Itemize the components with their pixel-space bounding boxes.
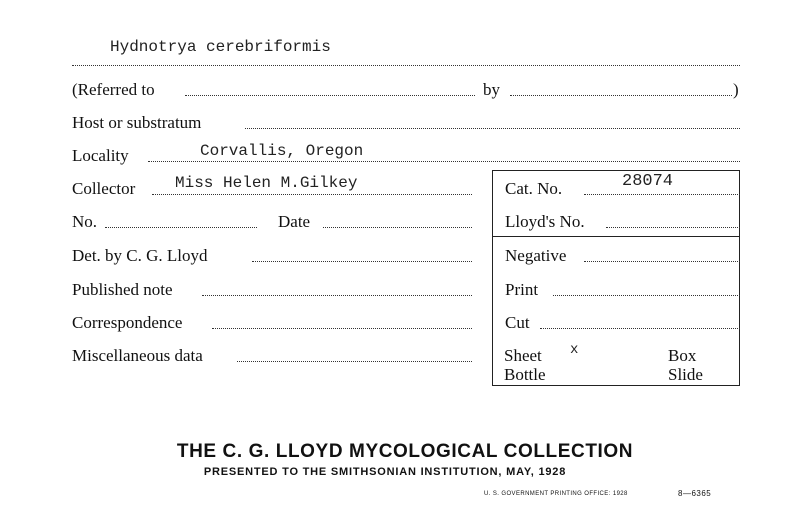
locality-value: Corvallis, Oregon bbox=[200, 142, 364, 160]
sheet-mark: x bbox=[570, 342, 579, 358]
box-right-edge bbox=[739, 170, 740, 385]
lloyds-no-label: Lloyd's No. bbox=[505, 212, 585, 231]
referred-to-label: (Referred to bbox=[72, 80, 155, 99]
locality-line bbox=[148, 161, 740, 162]
published-note-line bbox=[202, 295, 472, 296]
cut-line bbox=[540, 328, 740, 329]
box-divider bbox=[492, 236, 740, 237]
collector-line bbox=[152, 194, 472, 195]
collection-title: THE C. G. LLOYD MYCOLOGICAL COLLECTION bbox=[176, 441, 634, 462]
locality-label: Locality bbox=[72, 146, 129, 165]
print-label: Print bbox=[505, 280, 539, 299]
printing-office-note: U. S. GOVERNMENT PRINTING OFFICE: 1928 bbox=[484, 491, 628, 497]
misc-label: Miscellaneous data bbox=[72, 346, 203, 365]
box-top-edge bbox=[492, 170, 740, 171]
collector-value: Miss Helen M.Gilkey bbox=[175, 174, 358, 192]
host-line bbox=[245, 128, 740, 129]
species-name: Hydnotrya cerebriformis bbox=[110, 38, 331, 56]
bottle-label: Bottle bbox=[504, 365, 546, 384]
cat-no-value: 28074 bbox=[622, 172, 674, 191]
negative-label: Negative bbox=[505, 246, 567, 265]
referred-to-line bbox=[185, 95, 475, 96]
lloyds-no-line bbox=[606, 227, 740, 228]
close-paren: ) bbox=[733, 80, 739, 99]
negative-line bbox=[584, 261, 740, 262]
slide-label: Slide bbox=[668, 365, 703, 384]
cut-label: Cut bbox=[505, 313, 530, 332]
correspondence-line bbox=[212, 328, 472, 329]
cat-no-label: Cat. No. bbox=[505, 179, 563, 198]
sheet-label: Sheet bbox=[504, 346, 542, 365]
collector-label: Collector bbox=[72, 179, 136, 198]
box-left-edge bbox=[492, 170, 493, 385]
cat-no-line bbox=[584, 194, 740, 195]
no-label: No. bbox=[72, 212, 98, 231]
by-label: by bbox=[483, 80, 500, 99]
correspondence-label: Correspondence bbox=[72, 313, 183, 332]
det-by-line bbox=[252, 261, 472, 262]
det-by-label: Det. by C. G. Lloyd bbox=[72, 246, 208, 265]
host-label: Host or substratum bbox=[72, 113, 202, 132]
by-line bbox=[510, 95, 732, 96]
box-label: Box bbox=[668, 346, 697, 365]
date-label: Date bbox=[278, 212, 311, 231]
print-line bbox=[553, 295, 740, 296]
box-bottom-edge bbox=[492, 385, 740, 386]
published-note-label: Published note bbox=[72, 280, 173, 299]
misc-line bbox=[237, 361, 472, 362]
species-line bbox=[72, 65, 740, 66]
form-code: 8—6365 bbox=[678, 489, 712, 498]
no-line bbox=[105, 227, 257, 228]
date-line bbox=[323, 227, 472, 228]
collection-subtitle: PRESENTED TO THE SMITHSONIAN INSTITUTION, MAY, 1928 bbox=[203, 466, 567, 478]
